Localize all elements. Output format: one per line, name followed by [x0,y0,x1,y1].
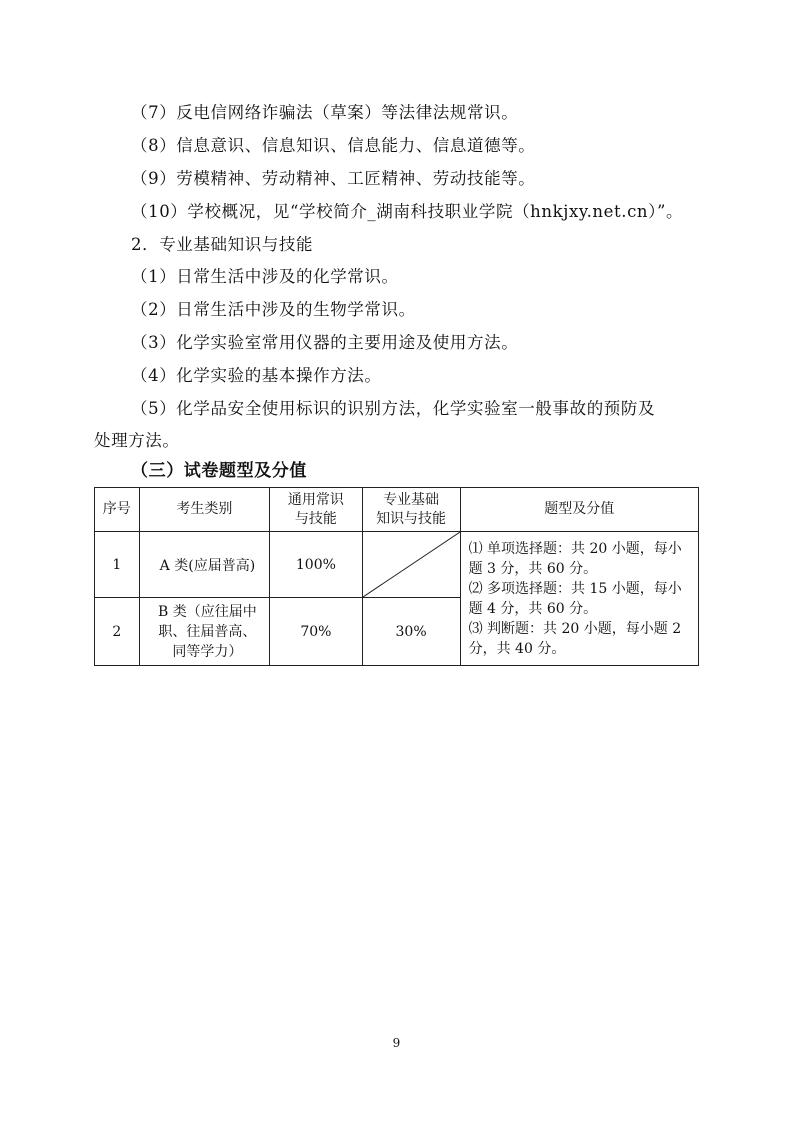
body-line-9: （9）劳模精神、劳动精神、工匠精神、劳动技能等。 [131,169,536,188]
body-line-p4: （4）化学实验的基本操作方法。 [131,366,382,385]
body-line-p1: （1）日常生活中涉及的化学常识。 [131,267,399,286]
body-line-7: （7）反电信网络诈骗法（草案）等法律法规常识。 [131,103,519,122]
category-line3: 同等学力） [172,643,243,660]
diagonal-slash [363,532,460,597]
body-line-10: （10）学校概况，见“学校简介_湖南科技职业学院（hnkjxy.net.cn）”。 [131,202,684,221]
cell-general: 70% [270,598,362,666]
cell-general: 100% [270,532,362,598]
table-header-row [95,488,699,532]
cell-category: A 类(应届普高) [139,532,270,598]
category-line1: B 类（应往届中 [158,603,257,620]
cell-category [139,598,270,666]
cell-professional-empty [362,532,460,598]
cell-question-types [460,532,698,666]
header-professional-line2: 知识与技能 [376,510,447,527]
cell-seq: 1 [95,532,140,598]
header-general [270,488,362,532]
header-category: 考生类别 [139,488,270,532]
header-professional-line1: 专业基础 [383,491,440,508]
header-types: 题型及分值 [460,488,698,532]
header-general-line1: 通用常识 [287,491,344,508]
page-number: 9 [392,1036,401,1050]
body-line-p3: （3）化学实验室常用仪器的主要用途及使用方法。 [131,333,519,352]
header-professional [362,488,460,532]
body-line-8: （8）信息意识、信息知识、信息能力、信息道德等。 [131,136,536,155]
question-type-3: ⑶ 判断题：共 20 小题，每小题 2 分，共 40 分。 [468,620,682,657]
section-heading: （三）试卷题型及分值 [131,461,307,481]
cell-seq: 2 [95,598,140,666]
subsection-heading-2: 2．专业基础知识与技能 [131,235,314,254]
question-type-2: ⑵ 多项选择题：共 15 小题，每小题 4 分，共 60 分。 [468,580,682,617]
category-line2: 职、往届普高、 [158,623,257,640]
header-general-line2: 与技能 [294,510,337,527]
table-row [95,532,699,598]
question-type-1: ⑴ 单项选择题：共 20 小题，每小题 3 分，共 60 分。 [468,540,682,577]
exam-table [94,487,699,666]
cell-professional: 30% [362,598,460,666]
body-line-p5: （5）化学品安全使用标识的识别方法，化学实验室一般事故的预防及 [131,399,656,418]
header-seq: 序号 [95,488,140,532]
body-line-p2: （2）日常生活中涉及的生物学常识。 [131,300,416,319]
body-line-p5-cont: 处理方法。 [94,431,180,450]
